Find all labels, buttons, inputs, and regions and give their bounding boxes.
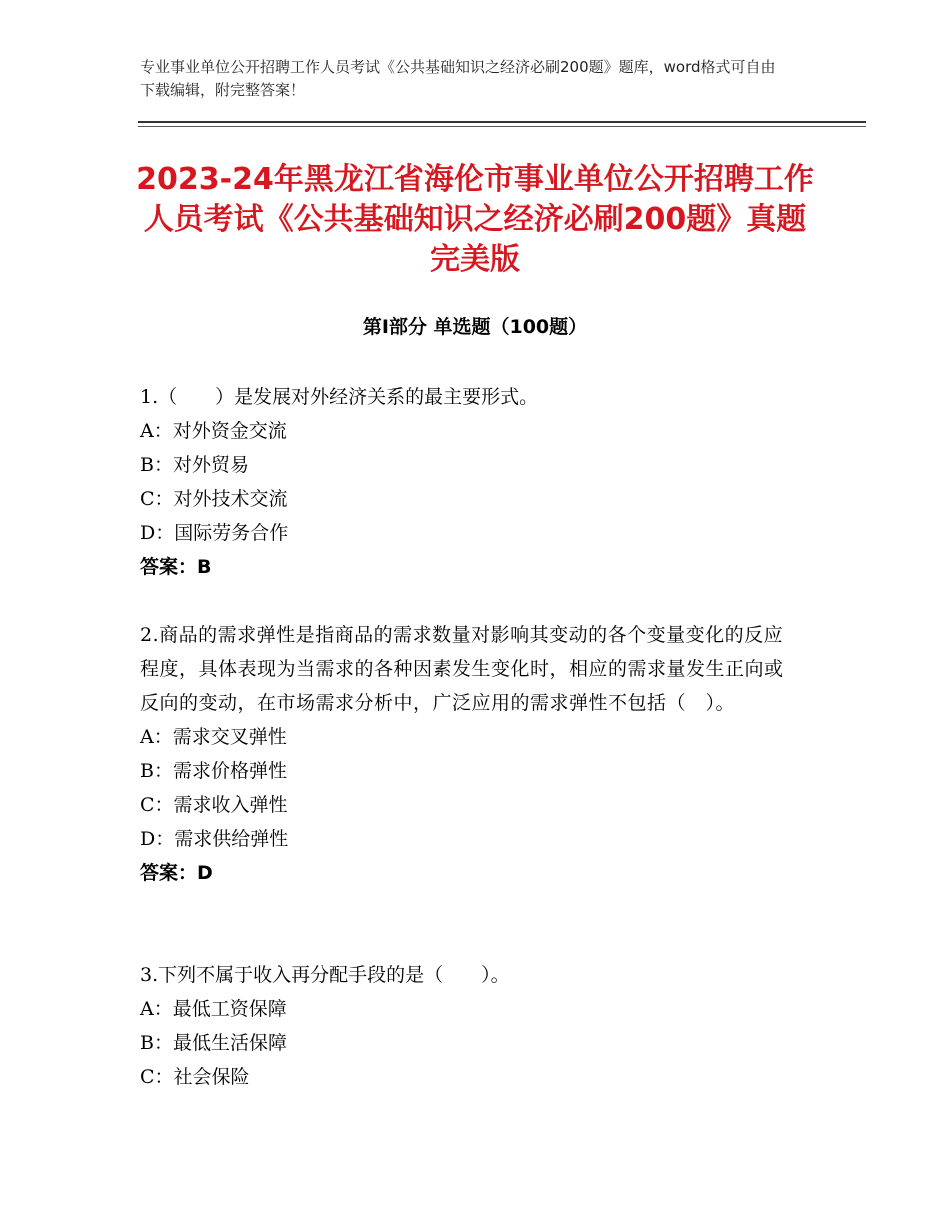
question-stem: 2.商品的需求弹性是指商品的需求数量对影响其变动的各个变量变化的反应程度，具体表现为当需求的各种因素发生变化时，相应的需求量发生正向或反向的变动，在市场需求分析中，广泛应用的需求弹性不包括（ ）。 <box>140 624 784 714</box>
question-stem: 1.（ ）是发展对外经济关系的最主要形式。 <box>140 386 539 408</box>
option-b: B：需求价格弹性 <box>140 760 287 782</box>
option-a: A：对外资金交流 <box>140 420 287 442</box>
option-c: C：社会保险 <box>140 1066 250 1088</box>
section-heading: 第Ⅰ部分 单选题（100题） <box>362 316 588 338</box>
question-2 <box>140 618 800 890</box>
answer: 答案：B <box>140 556 212 578</box>
option-d: D：需求供给弹性 <box>140 828 289 850</box>
option-b: B：最低生活保障 <box>140 1032 287 1054</box>
answer: 答案：D <box>140 862 213 884</box>
question-stem: 3.下列不属于收入再分配手段的是（ ）。 <box>140 964 510 986</box>
option-a: A：需求交叉弹性 <box>140 726 287 748</box>
document-title: 2023-24年黑龙江省海伦市事业单位公开招聘工作人员考试《公共基础知识之经济必刷200题》真题完美版 <box>136 162 814 277</box>
question-3 <box>140 958 800 1094</box>
option-d: D：国际劳务合作 <box>140 522 289 544</box>
header-note: 专业事业单位公开招聘工作人员考试《公共基础知识之经济必刷200题》题库，word格式可自由下载编辑，附完整答案！ <box>140 58 776 99</box>
question-1 <box>140 380 800 584</box>
option-b: B：对外贸易 <box>140 454 249 476</box>
option-c: C：需求收入弹性 <box>140 794 288 816</box>
header-divider-thick <box>138 121 866 123</box>
option-a: A：最低工资保障 <box>140 998 287 1020</box>
header-divider-thin <box>138 126 866 127</box>
option-c: C：对外技术交流 <box>140 488 288 510</box>
